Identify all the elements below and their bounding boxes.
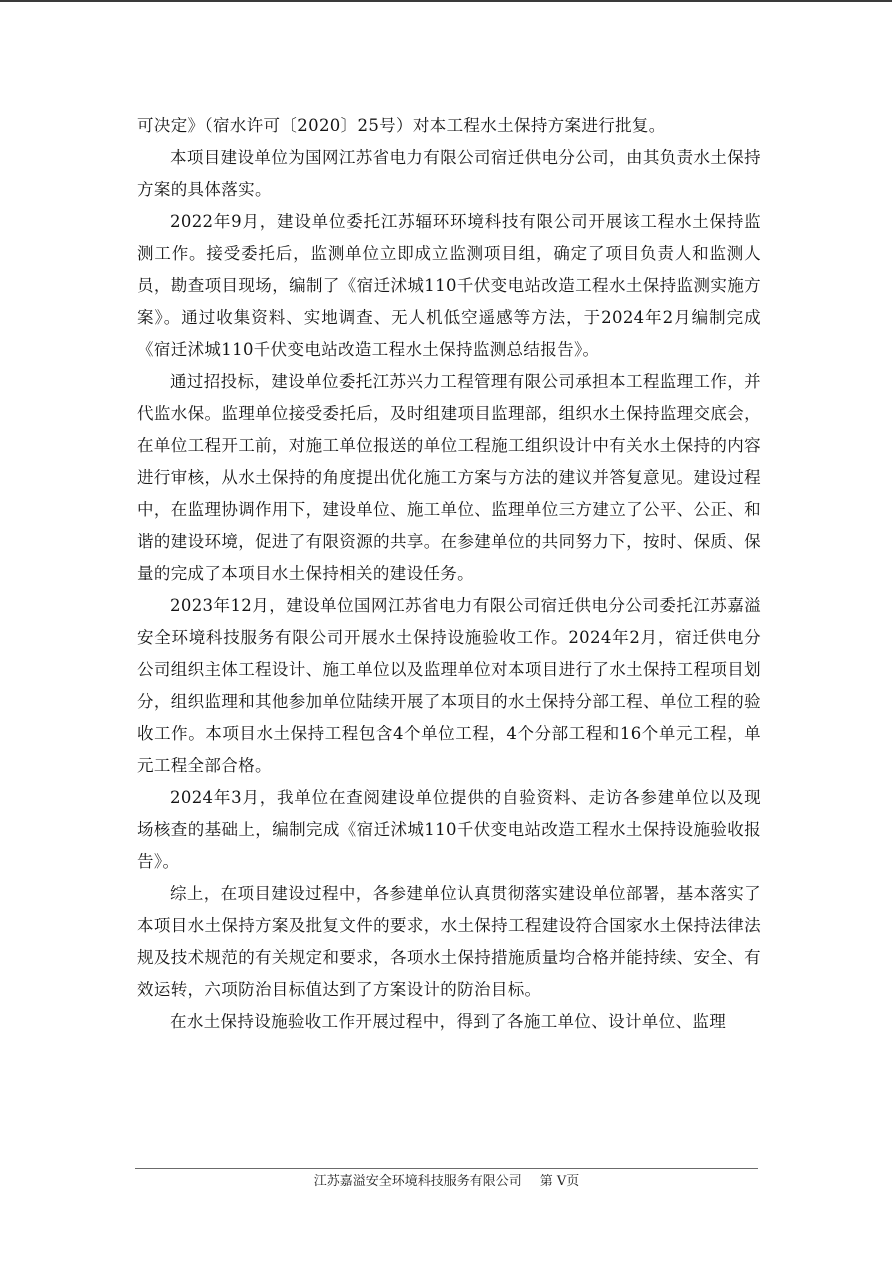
footer-company-name: 江苏嘉溢安全环境科技服务有限公司	[313, 1174, 522, 1189]
footer-page-number: 第 V页	[539, 1174, 580, 1189]
top-border-line	[0, 0, 892, 2]
paragraph-supervision: 通过招投标，建设单位委托江苏兴力工程管理有限公司承担本工程监理工作，并代监水保。监理单位接受委托后，及时组建项目监理部，组织水土保持监理交底会，在单位工程开工前，对施工单位报送的单位工程施工组织设计中有关水土保持的内容进行审核，从水土保持的角度提出优化施工方案与方法的建议并答复意见。建设过程中，在监理协调作用下，建设单位、施工单位、监理单位三方建立了公平、公正、和谐的建设环境，促进了有限资源的共享。在参建单位的共同努力下，按时、保质、保量的完成了本项目水土保持相关的建设任务。	[137, 372, 761, 583]
footer-divider	[135, 1168, 758, 1169]
page-footer	[135, 1172, 758, 1192]
document-body	[137, 110, 761, 1038]
paragraph-report-compilation: 2024年3月，我单位在查阅建设单位提供的自验资料、走访各参建单位以及现场核查的基础上，编制完成《宿迁沭城110千伏变电站改造工程水土保持设施验收报告》。	[137, 788, 761, 871]
paragraph-acknowledgement: 在水土保持设施验收工作开展过程中，得到了各施工单位、设计单位、监理	[170, 1012, 727, 1031]
paragraph-summary: 综上，在项目建设过程中，各参建单位认真贯彻落实建设单位部署，基本落实了本项目水土保持方案及批复文件的要求，水土保持工程建设符合国家水土保持法律法规及技术规范的有关规定和要求，各项水土保持措施质量均合格并能持续、安全、有效运转，六项防治目标值达到了方案设计的防治目标。	[137, 884, 761, 999]
paragraph-acceptance-work: 2023年12月，建设单位国网江苏省电力有限公司宿迁供电分公司委托江苏嘉溢安全环境科技服务有限公司开展水土保持设施验收工作。2024年2月，宿迁供电分公司组织主体工程设计、施工单位以及监理单位对本项目进行了水土保持工程项目划分，组织监理和其他参加单位陆续开展了本项目的水土保持分部工程、单位工程的验收工作。本项目水土保持工程包含4个单位工程，4个分部工程和16个单元工程，单元工程全部合格。	[137, 596, 761, 775]
paragraph-construction-unit: 本项目建设单位为国网江苏省电力有限公司宿迁供电分公司，由其负责水土保持方案的具体落实。	[137, 148, 761, 199]
paragraph-approval-continuation: 可决定》（宿水许可〔2020〕25号）对本工程水土保持方案进行批复。	[137, 116, 666, 135]
paragraph-monitoring: 2022年9月，建设单位委托江苏辐环环境科技有限公司开展该工程水土保持监测工作。接受委托后，监测单位立即成立监测项目组，确定了项目负责人和监测人员，勘查项目现场，编制了《宿迁沭城110千伏变电站改造工程水土保持监测实施方案》。通过收集资料、实地调查、无人机低空遥感等方法，于2024年2月编制完成《宿迁沭城110千伏变电站改造工程水土保持监测总结报告》。	[137, 212, 761, 359]
